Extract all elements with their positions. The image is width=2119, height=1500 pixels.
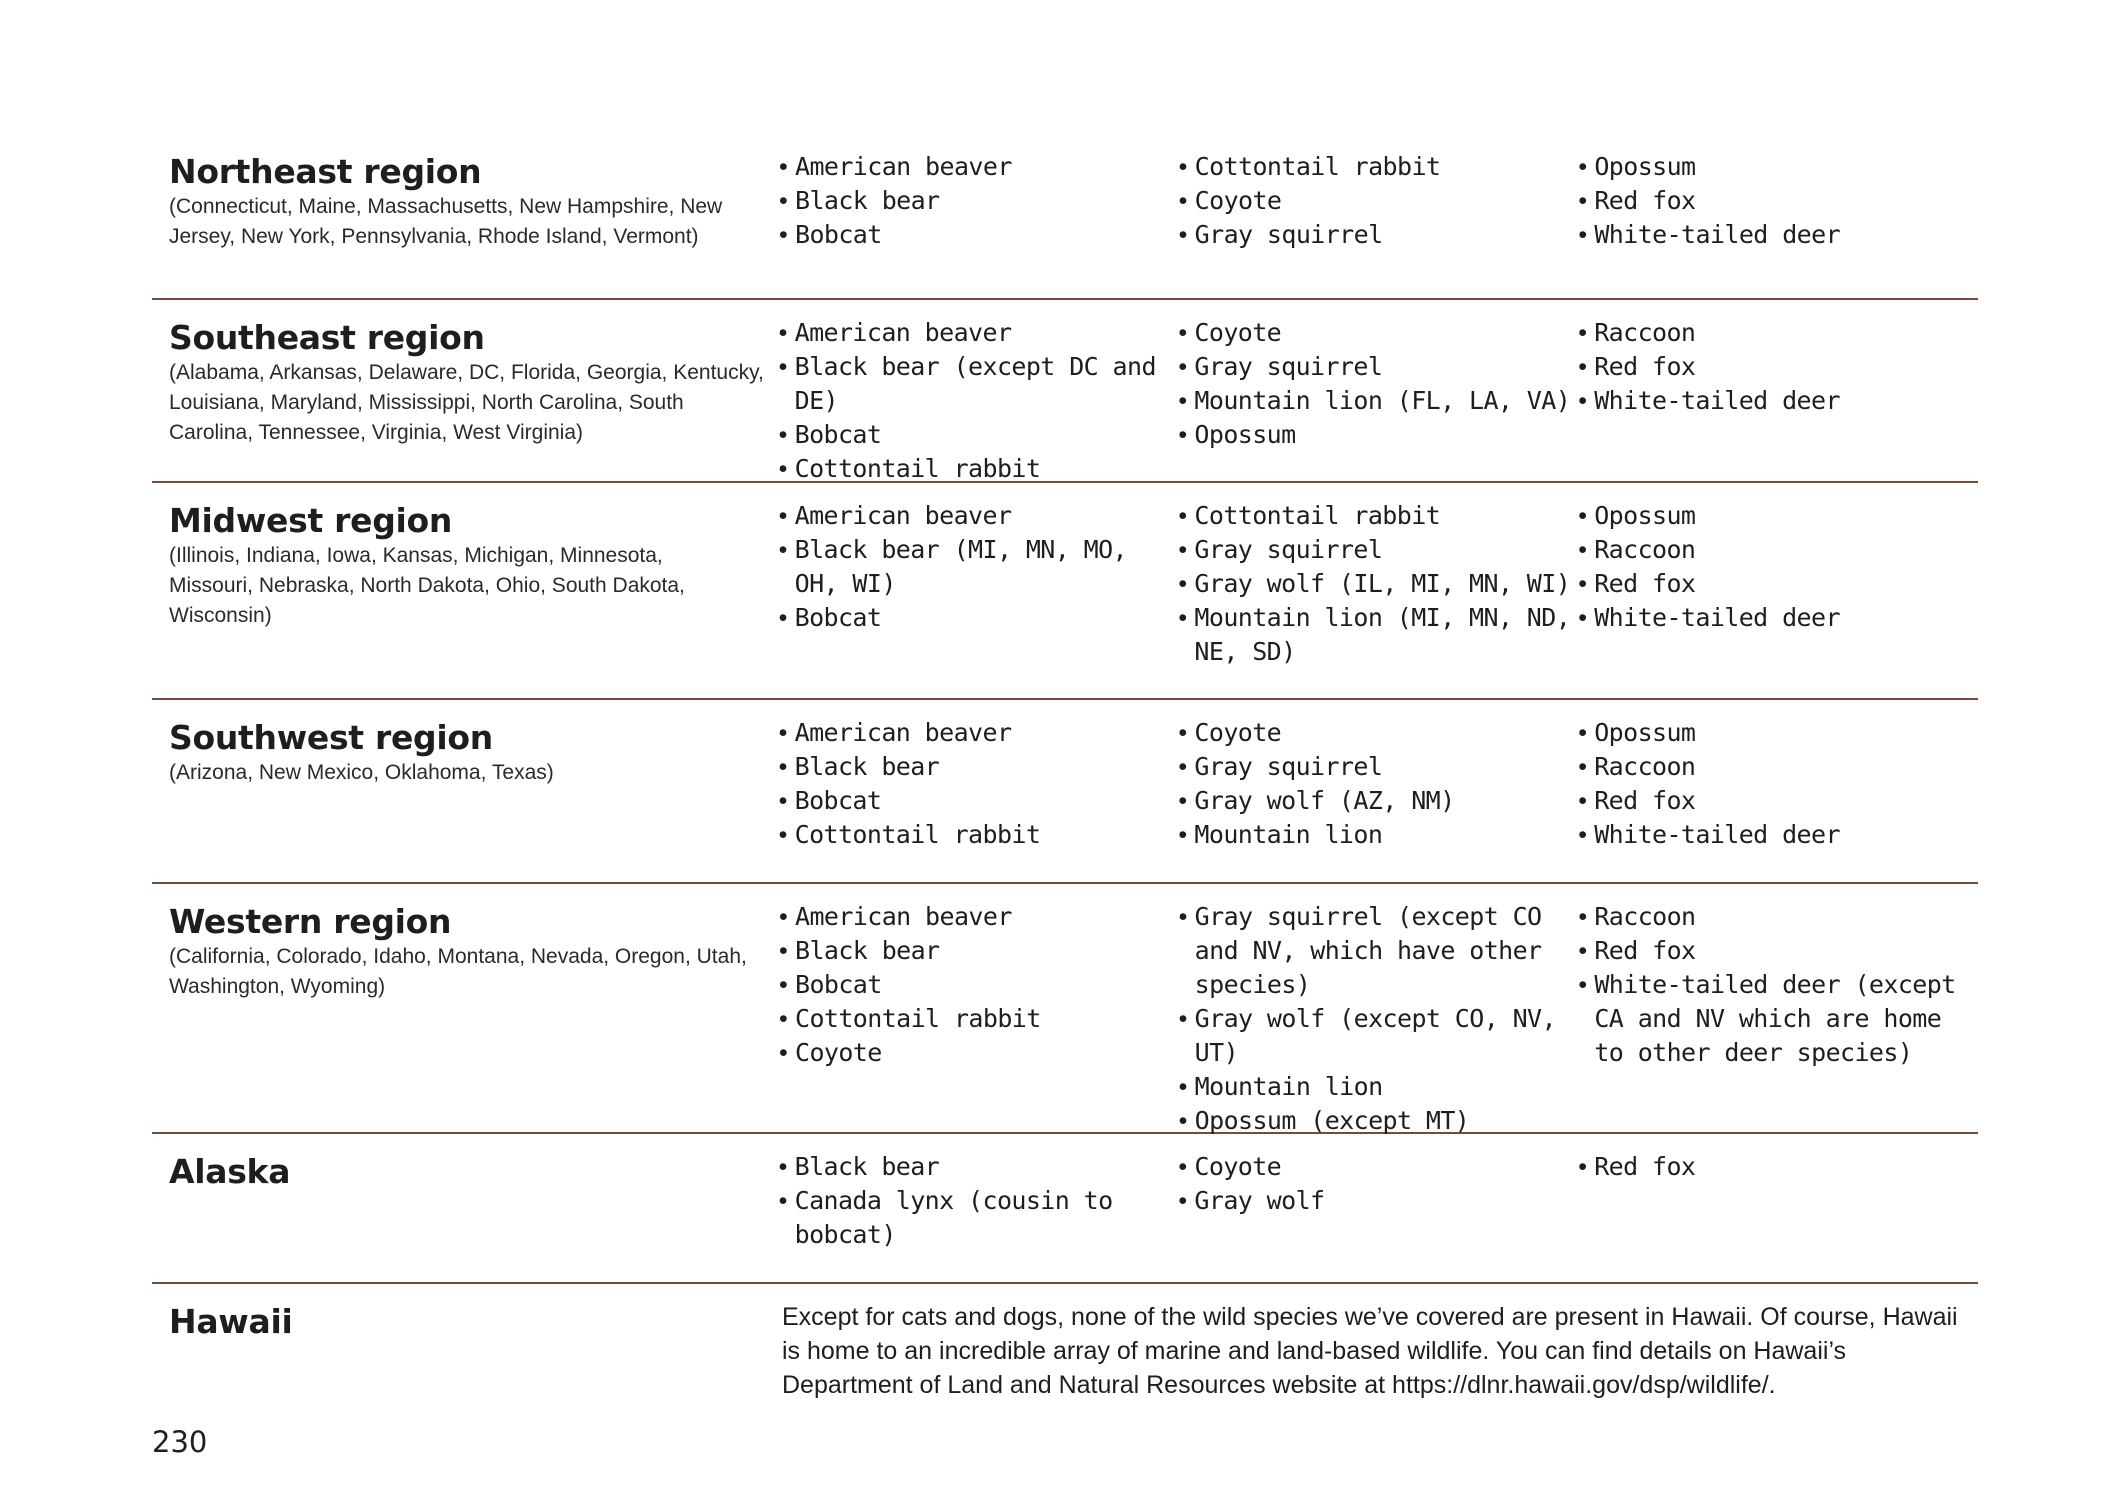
species-name: Gray squirrel (except CO and NV, which have other species) bbox=[1194, 902, 1542, 999]
bullet-icon: • bbox=[1578, 1153, 1587, 1181]
species-column bbox=[1578, 316, 1978, 481]
species-list bbox=[1178, 1150, 1578, 1218]
region-name: Hawaii bbox=[169, 1302, 293, 1341]
species-item bbox=[779, 150, 1179, 184]
species-name: Raccoon bbox=[1594, 318, 1696, 347]
species-item bbox=[779, 784, 1179, 818]
regional-species-table bbox=[152, 150, 1978, 1424]
species-name: Canada lynx (cousin to bobcat) bbox=[794, 1186, 1113, 1249]
species-item bbox=[1578, 533, 1978, 567]
region-row-western bbox=[152, 884, 1978, 1134]
bullet-icon: • bbox=[1178, 536, 1187, 564]
bullet-icon: • bbox=[779, 971, 788, 999]
bullet-icon: • bbox=[1178, 753, 1187, 781]
bullet-icon: • bbox=[778, 455, 787, 483]
species-item bbox=[779, 601, 1179, 635]
species-item bbox=[1178, 818, 1578, 852]
species-name: Mountain lion (FL, LA, VA) bbox=[1194, 386, 1571, 415]
species-item bbox=[1178, 750, 1578, 784]
species-item bbox=[1178, 784, 1578, 818]
bullet-icon: • bbox=[1578, 787, 1587, 815]
species-item bbox=[779, 418, 1179, 452]
species-name: American beaver bbox=[794, 718, 1012, 747]
bullet-icon: • bbox=[1578, 353, 1587, 381]
page-number: 230 bbox=[152, 1425, 208, 1459]
species-name: Bobcat bbox=[795, 220, 882, 249]
region-row-midwest bbox=[152, 483, 1978, 700]
bullet-icon: • bbox=[1578, 570, 1587, 598]
species-name: Black bear bbox=[795, 186, 940, 215]
bullet-icon: • bbox=[1578, 604, 1587, 632]
species-list bbox=[1179, 150, 1579, 252]
bullet-icon: • bbox=[1578, 753, 1587, 781]
region-row-northeast bbox=[152, 150, 1978, 300]
species-column bbox=[1178, 900, 1579, 1135]
species-item bbox=[779, 1036, 1179, 1070]
species-name: American beaver bbox=[795, 902, 1012, 931]
region-cell bbox=[152, 1300, 782, 1424]
bullet-icon: • bbox=[1578, 903, 1587, 931]
species-item bbox=[1178, 567, 1578, 601]
region-cell bbox=[152, 316, 779, 481]
bullet-icon: • bbox=[778, 536, 787, 564]
bullet-icon: • bbox=[1178, 187, 1187, 215]
species-item bbox=[1578, 184, 1978, 218]
species-column bbox=[779, 316, 1179, 481]
region-cell bbox=[152, 900, 779, 1132]
species-item bbox=[1578, 934, 1978, 968]
species-column bbox=[779, 499, 1179, 698]
species-name: Gray wolf (AZ, NM) bbox=[1194, 786, 1455, 815]
species-item bbox=[779, 533, 1179, 601]
species-item bbox=[779, 900, 1179, 934]
species-name: Gray wolf bbox=[1194, 1186, 1325, 1215]
species-name: Gray squirrel bbox=[1194, 752, 1383, 781]
species-name: Mountain lion bbox=[1194, 820, 1383, 849]
species-name: Gray squirrel bbox=[1194, 352, 1383, 381]
species-name: Opossum bbox=[1594, 718, 1696, 747]
bullet-icon: • bbox=[778, 353, 787, 381]
bullet-icon: • bbox=[1578, 502, 1587, 530]
bullet-icon: • bbox=[778, 753, 787, 781]
species-name: Raccoon bbox=[1594, 535, 1696, 564]
species-item bbox=[779, 1150, 1179, 1184]
bullet-icon: • bbox=[1578, 719, 1587, 747]
bullet-icon: • bbox=[1178, 604, 1187, 632]
species-name: Cottontail rabbit bbox=[794, 454, 1041, 483]
species-list bbox=[779, 716, 1179, 852]
bullet-icon: • bbox=[778, 604, 787, 632]
species-item bbox=[1178, 316, 1578, 350]
species-name: Red fox bbox=[1594, 352, 1696, 381]
region-row-southeast bbox=[152, 300, 1978, 483]
species-list bbox=[779, 1150, 1179, 1252]
bullet-icon: • bbox=[1178, 1107, 1187, 1135]
species-name: Raccoon bbox=[1594, 902, 1696, 931]
species-column bbox=[779, 150, 1179, 298]
region-name: Alaska bbox=[169, 1152, 291, 1191]
species-item bbox=[779, 716, 1179, 750]
bullet-icon: • bbox=[1178, 1005, 1187, 1033]
species-item bbox=[1578, 968, 1978, 1070]
bullet-icon: • bbox=[1578, 153, 1587, 181]
species-column bbox=[1578, 1150, 1978, 1282]
bullet-icon: • bbox=[779, 221, 788, 249]
bullet-icon: • bbox=[1578, 187, 1587, 215]
species-name: Mountain lion (MI, MN, ND, NE, SD) bbox=[1194, 603, 1571, 666]
species-item bbox=[779, 316, 1179, 350]
species-name: Raccoon bbox=[1594, 752, 1696, 781]
bullet-icon: • bbox=[779, 153, 788, 181]
region-states: (Arizona, New Mexico, Oklahoma, Texas) bbox=[169, 761, 554, 784]
species-list bbox=[1578, 150, 1978, 252]
species-name: Bobcat bbox=[795, 970, 882, 999]
species-column bbox=[1578, 499, 1978, 698]
bullet-icon: • bbox=[1578, 387, 1587, 415]
bullet-icon: • bbox=[778, 787, 787, 815]
region-states: (Illinois, Indiana, Iowa, Kansas, Michigan, Minnesota, Missouri, Nebraska, North Dakota, Ohio, South Dakota, Wisconsin) bbox=[169, 544, 685, 627]
species-name: White-tailed deer bbox=[1594, 603, 1840, 632]
species-name: Mountain lion bbox=[1194, 1072, 1383, 1101]
species-name: Coyote bbox=[1194, 318, 1282, 347]
species-column bbox=[1578, 716, 1978, 882]
species-item bbox=[1578, 499, 1978, 533]
species-item bbox=[1578, 1150, 1978, 1184]
species-item bbox=[1578, 716, 1978, 750]
species-item bbox=[779, 1184, 1179, 1252]
species-item bbox=[1178, 418, 1578, 452]
species-item bbox=[779, 452, 1179, 486]
region-cell bbox=[152, 150, 779, 298]
bullet-icon: • bbox=[1178, 387, 1187, 415]
species-item bbox=[1179, 1070, 1579, 1104]
species-name: Gray wolf (except CO, NV, UT) bbox=[1194, 1004, 1556, 1067]
species-item bbox=[779, 218, 1179, 252]
species-item bbox=[1178, 601, 1578, 669]
species-column bbox=[1178, 716, 1578, 882]
species-list bbox=[779, 316, 1179, 486]
region-row-hawaii bbox=[152, 1284, 1978, 1424]
species-item bbox=[1179, 900, 1579, 1002]
species-name: Black bear (except DC and DE) bbox=[794, 352, 1156, 415]
species-item bbox=[1578, 150, 1978, 184]
species-item bbox=[1578, 818, 1978, 852]
species-name: Opossum bbox=[1594, 152, 1696, 181]
species-name: Coyote bbox=[795, 1038, 882, 1067]
species-item bbox=[779, 934, 1179, 968]
bullet-icon: • bbox=[779, 903, 788, 931]
species-name: Red fox bbox=[1594, 936, 1696, 965]
species-name: Gray squirrel bbox=[1194, 535, 1383, 564]
species-list bbox=[1578, 499, 1978, 635]
species-name: Cottontail rabbit bbox=[794, 820, 1041, 849]
species-item bbox=[1178, 499, 1578, 533]
species-item bbox=[779, 750, 1179, 784]
bullet-icon: • bbox=[1178, 570, 1187, 598]
species-list bbox=[1578, 316, 1978, 418]
species-column bbox=[1578, 150, 1978, 298]
species-item bbox=[1578, 750, 1978, 784]
bullet-icon: • bbox=[779, 937, 788, 965]
region-cell bbox=[152, 499, 779, 698]
bullet-icon: • bbox=[1178, 319, 1187, 347]
species-list bbox=[1578, 716, 1978, 852]
species-item bbox=[1578, 384, 1978, 418]
region-states: (California, Colorado, Idaho, Montana, Nevada, Oregon, Utah, Washington, Wyoming) bbox=[169, 945, 747, 998]
species-item bbox=[1179, 1002, 1579, 1070]
species-name: Cottontail rabbit bbox=[795, 1004, 1041, 1033]
species-name: White-tailed deer (except CA and NV which are home to other deer species) bbox=[1594, 970, 1956, 1067]
species-list bbox=[1178, 716, 1578, 852]
species-item bbox=[779, 350, 1179, 418]
bullet-icon: • bbox=[778, 719, 787, 747]
species-list bbox=[779, 900, 1179, 1070]
species-name: Coyote bbox=[1194, 1152, 1282, 1181]
species-name: American beaver bbox=[794, 501, 1012, 530]
species-item bbox=[779, 968, 1179, 1002]
species-item bbox=[1179, 218, 1579, 252]
species-name: Cottontail rabbit bbox=[1194, 501, 1441, 530]
species-list bbox=[1578, 1150, 1978, 1184]
bullet-icon: • bbox=[1178, 1187, 1187, 1215]
species-item bbox=[1179, 150, 1579, 184]
region-states: (Connecticut, Maine, Massachusetts, New Hampshire, New Jersey, New York, Pennsylvania, Rhode Island, Vermont) bbox=[169, 195, 723, 248]
bullet-icon: • bbox=[779, 187, 788, 215]
bullet-icon: • bbox=[779, 1039, 788, 1067]
bullet-icon: • bbox=[1178, 502, 1187, 530]
bullet-icon: • bbox=[1578, 221, 1587, 249]
bullet-icon: • bbox=[1178, 1153, 1187, 1181]
bullet-icon: • bbox=[1178, 821, 1187, 849]
bullet-icon: • bbox=[778, 1187, 787, 1215]
region-name: Southeast region bbox=[169, 318, 485, 357]
species-name: Cottontail rabbit bbox=[1194, 152, 1441, 181]
species-name: Red fox bbox=[1594, 569, 1696, 598]
bullet-icon: • bbox=[1178, 719, 1187, 747]
species-name: Bobcat bbox=[794, 786, 882, 815]
region-cell bbox=[152, 1150, 779, 1282]
species-column bbox=[1178, 499, 1578, 698]
species-column bbox=[1178, 1150, 1578, 1282]
species-name: Gray squirrel bbox=[1194, 220, 1383, 249]
species-column bbox=[1179, 150, 1579, 298]
species-item bbox=[1179, 1104, 1579, 1138]
species-name: Red fox bbox=[1594, 186, 1696, 215]
bullet-icon: • bbox=[1178, 353, 1187, 381]
species-name: Black bear bbox=[794, 752, 940, 781]
species-item bbox=[1178, 384, 1578, 418]
species-name: Red fox bbox=[1594, 1152, 1696, 1181]
species-item bbox=[1178, 533, 1578, 567]
species-item bbox=[1179, 184, 1579, 218]
bullet-icon: • bbox=[779, 1005, 788, 1033]
bullet-icon: • bbox=[1578, 937, 1587, 965]
species-name: Gray wolf (IL, MI, MN, WI) bbox=[1194, 569, 1571, 598]
region-row-southwest bbox=[152, 700, 1978, 884]
bullet-icon: • bbox=[1578, 821, 1587, 849]
species-list bbox=[1578, 900, 1978, 1070]
species-name: Bobcat bbox=[794, 603, 882, 632]
region-name: Western region bbox=[169, 902, 452, 941]
species-item bbox=[1178, 350, 1578, 384]
species-item bbox=[779, 499, 1179, 533]
species-item bbox=[1578, 601, 1978, 635]
species-list bbox=[1179, 900, 1579, 1138]
species-item bbox=[1578, 350, 1978, 384]
bullet-icon: • bbox=[778, 421, 787, 449]
species-column bbox=[779, 900, 1179, 1132]
species-name: White-tailed deer bbox=[1594, 820, 1840, 849]
species-list bbox=[779, 150, 1179, 252]
species-name: Black bear bbox=[795, 936, 940, 965]
bullet-icon: • bbox=[1178, 421, 1187, 449]
species-column bbox=[779, 1150, 1179, 1282]
species-name: Black bear (MI, MN, MO, OH, WI) bbox=[794, 535, 1128, 598]
bullet-icon: • bbox=[778, 502, 787, 530]
region-name: Midwest region bbox=[169, 501, 453, 540]
species-name: American beaver bbox=[794, 318, 1012, 347]
species-item bbox=[1578, 316, 1978, 350]
species-name: Black bear bbox=[794, 1152, 940, 1181]
species-name: White-tailed deer bbox=[1594, 220, 1841, 249]
species-item bbox=[1578, 900, 1978, 934]
species-name: Coyote bbox=[1194, 718, 1282, 747]
region-states: (Alabama, Arkansas, Delaware, DC, Florida, Georgia, Kentucky, Louisiana, Maryland, Mississippi, North Carolina, South Carolina, Tennessee, Virginia, West Virginia) bbox=[169, 361, 764, 444]
bullet-icon: • bbox=[1578, 536, 1587, 564]
species-column bbox=[1578, 900, 1978, 1132]
species-list bbox=[1178, 316, 1578, 452]
species-column bbox=[779, 716, 1179, 882]
species-column bbox=[1178, 316, 1578, 481]
species-item bbox=[1178, 716, 1578, 750]
species-item bbox=[779, 818, 1179, 852]
species-name: Opossum bbox=[1594, 501, 1696, 530]
region-name: Northeast region bbox=[169, 152, 482, 191]
species-list bbox=[1178, 499, 1578, 669]
bullet-icon: • bbox=[1178, 787, 1187, 815]
bullet-icon: • bbox=[778, 319, 787, 347]
species-name: Red fox bbox=[1594, 786, 1696, 815]
species-name: American beaver bbox=[795, 152, 1012, 181]
bullet-icon: • bbox=[1178, 221, 1187, 249]
species-item bbox=[1578, 567, 1978, 601]
region-cell bbox=[152, 716, 779, 882]
species-name: White-tailed deer bbox=[1594, 386, 1840, 415]
species-name: Bobcat bbox=[794, 420, 882, 449]
species-name: Opossum (except MT) bbox=[1194, 1106, 1470, 1135]
hawaii-note: Except for cats and dogs, none of the wild species we’ve covered are present in Hawaii. Of course, Hawaii is home to an incredible array of marine and land-based wildlife. You can find details on Hawaii’s Department of Land and Natural Resources website at https://dlnr.hawaii.gov/dsp/wildlife/. bbox=[782, 1303, 1958, 1399]
species-item bbox=[1178, 1150, 1578, 1184]
species-item bbox=[1578, 784, 1978, 818]
species-name: Opossum bbox=[1194, 420, 1296, 449]
bullet-icon: • bbox=[778, 1153, 787, 1181]
species-name: Coyote bbox=[1194, 186, 1282, 215]
bullet-icon: • bbox=[1178, 903, 1187, 931]
bullet-icon: • bbox=[1178, 153, 1187, 181]
species-list bbox=[779, 499, 1179, 635]
species-item bbox=[779, 184, 1179, 218]
species-item bbox=[1178, 1184, 1578, 1218]
region-name: Southwest region bbox=[169, 718, 493, 757]
species-item bbox=[1578, 218, 1978, 252]
bullet-icon: • bbox=[1578, 319, 1587, 347]
species-item bbox=[779, 1002, 1179, 1036]
bullet-icon: • bbox=[1578, 971, 1587, 999]
region-row-alaska bbox=[152, 1134, 1978, 1284]
bullet-icon: • bbox=[1178, 1073, 1187, 1101]
bullet-icon: • bbox=[778, 821, 787, 849]
